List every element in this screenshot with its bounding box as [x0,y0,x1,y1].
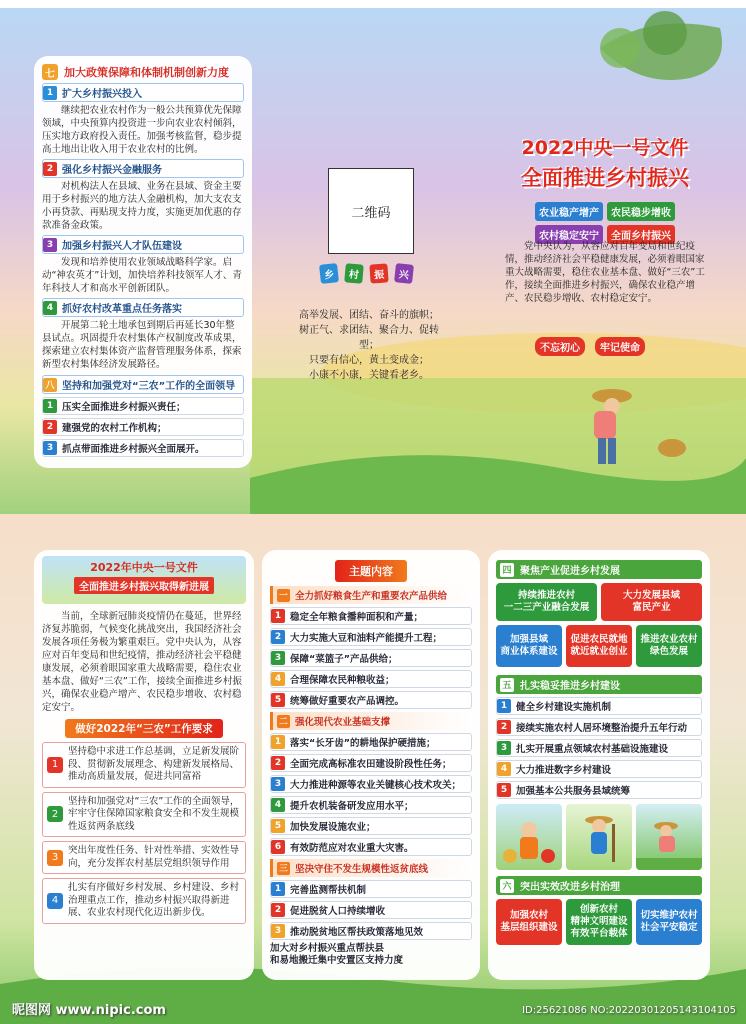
group-3-item [270,880,472,898]
policy-guarantee-card [34,56,252,468]
requirement-item [42,878,246,924]
top-sheet [0,8,746,518]
watermark-id: ID:25621086 NO:20220301205143104105 [522,1005,736,1016]
intro-requirements-card [34,550,254,980]
item-text: 压实全面推进乡村振兴责任； [62,402,186,413]
item-text: 开展第二轮土地承包到期后再延长30年整县试点。巩固提升农村集体产权制度改革成果，探索建立农村集体资产监督管理服务体系，探索新型农村集体经济发展路径。 [42,320,242,370]
group-title: 全力抓好粮食生产和重要农产品供给 [295,591,448,602]
poem-line: 只要有信心，黄土变成金； [309,355,429,366]
item-number: 5 [271,819,285,833]
item-text: 对机构法人在县域、业务在县域、资金主要用于乡村振兴的地方法人金融机构，加大支农支小再贷款、再贴现支持力度，实施更加优惠的存款准备金政策。 [42,181,242,231]
box-line: 精神文明建设 [570,916,628,927]
item-number: 1 [271,882,285,896]
item-text: 继续把农业农村作为一般公共预算优先保障领域，中央预算内投资进一步向农业农村倾斜，压实地方政府投入责任。加强考核监督，稳步提高土地出让收入用于农业农村的比例。 [42,105,242,155]
cover-tag: 全面乡村振兴 [607,225,675,244]
section-8-item [42,418,244,436]
field-work-picture [636,804,702,870]
item-number: 2 [47,806,63,822]
main-content-card [262,550,480,980]
item-text: 加快发展设施农业； [290,822,376,833]
group-number: 四 [500,563,514,577]
item-text: 发现和培养使用农业领域战略科学家。启动“神农英才”计划，加快培养科技领军人才、青年科技人才和高水平创新团队。 [42,257,242,294]
item-number: 2 [271,903,285,917]
bottom-sheet [0,514,746,1024]
industry-governance-card [488,550,710,980]
item-text: 接续实施农村人居环境整治提升五年行动 [516,723,688,734]
box-line: 促进农民就地 [570,634,628,645]
poem-line: 树正气、求团结、聚合力、促转型； [299,325,439,351]
cover-title-line2: 全面推进乡村振兴 [521,166,689,190]
item-text: 提升农机装备研发应用水平； [290,801,414,812]
poem-text [290,308,448,383]
item-number: 2 [497,720,511,734]
group-title: 强化现代农业基础支撑 [295,717,391,728]
banner-line2: 全面推进乡村振兴取得新进展 [74,577,214,594]
box-line: 绿色发展 [649,646,688,657]
item-number: 2 [271,630,285,644]
harvest-picture [496,804,562,870]
item-number: 2 [43,420,57,434]
box-line: 就近就业创业 [570,646,628,657]
group-5-item [496,739,702,757]
item-number: 4 [497,762,511,776]
seal-left: 不忘初心 [535,337,585,356]
cover-tag: 农村稳定安宁 [535,225,603,244]
section-7-item-4 [42,298,244,371]
cover-intro: 党中央认为，从容应对百年变局和世纪疫情，推动经济社会平稳健康发展，必须着眼国家重大战略需要，稳住农业基本盘、做好“三农”工作，接续全面推进乡村振兴，确保农业稳产增产、农民稳步增收、农村稳定安宁。 [505,241,705,304]
item-number: 4 [271,672,285,686]
rural-revival-tags [318,262,415,285]
qr-code-placeholder: 二维码 [328,168,414,254]
intro-banner [42,556,246,604]
item-number: 5 [271,693,285,707]
box-line: 加强县域 [509,634,548,645]
requirements-heading [42,719,246,738]
item-text: 完善监测帮扶机制 [290,885,367,896]
group-number: 三 [277,862,290,875]
item-text: 抓点带面推进乡村振兴全面展开。 [62,444,205,455]
group-number: 六 [500,879,514,893]
industry-box [601,583,702,621]
item-number: 4 [43,301,57,315]
box-line: 一二三产业融合发展 [503,602,590,613]
group-5-item [496,760,702,778]
tag-char: 乡 [319,263,339,284]
item-text: 健全乡村建设实施机制 [516,702,612,713]
group-2-item [270,796,472,814]
item-text: 大力推进数字乡村建设 [516,765,612,776]
box-line: 创新农村 [579,904,618,915]
cover-title [490,133,720,192]
section-8-item [42,439,244,457]
group-3-item [270,901,472,919]
group-title: 扎实稳妥推进乡村建设 [520,681,620,692]
farmer-picture [566,804,632,870]
cover-tag: 农民稳步增收 [607,202,675,221]
group-5-item [496,718,702,736]
section-7-number: 七 [42,64,58,80]
industry-box [496,625,562,667]
group-1-item [270,649,472,667]
item-number: 3 [271,651,285,665]
group-title: 聚焦产业促进乡村发展 [520,566,620,577]
requirement-item [42,742,246,788]
tail-line: 加大对乡村振兴重点帮扶县 [270,943,385,954]
group-2-item [270,838,472,856]
item-number: 3 [43,441,57,455]
box-line: 切实维护农村 [640,910,698,921]
cover-title-line1: 2022中央一号文件 [521,137,689,159]
group-4-boxes-row2 [496,625,702,667]
requirements-title: 做好2022年“三农”工作要求 [65,719,223,738]
requirement-item [42,792,246,838]
section-8-title: 坚持和加强党对“三农”工作的全面领导 [62,381,236,392]
group-2-heading [270,712,472,730]
item-text: 促进脱贫人口持续增收 [290,906,386,917]
item-text: 合理保障农民种粮收益； [290,675,395,686]
item-number: 1 [43,86,57,100]
item-number: 1 [47,757,63,773]
item-number: 1 [271,609,285,623]
item-number: 5 [497,783,511,797]
item-text: 稳定全年粮食播种面积和产量； [290,612,424,623]
industry-box [496,583,597,621]
group-4-boxes-row1 [496,583,702,621]
box-line: 推进农业农村 [640,634,698,645]
poem-line: 小康不小康，关键看老乡。 [309,370,429,381]
group-5-item [496,697,702,715]
group-3-item [270,922,472,940]
group-5-heading [496,675,702,694]
group-number: 二 [277,715,290,728]
item-number: 3 [43,238,57,252]
rural-pictures-row [496,804,702,870]
item-number: 3 [271,777,285,791]
banner-line1: 2022年中央一号文件 [90,561,198,574]
poem-line: 高举发展、团结、奋斗的旗帜； [299,310,439,321]
section-7-item-2 [42,159,244,232]
item-number: 3 [47,850,63,866]
section-7-title: 加大政策保障和体制机制创新力度 [64,66,229,79]
box-line: 大力发展县域 [622,590,680,601]
tag-char: 振 [369,263,388,283]
group-3-heading [270,859,472,877]
box-line: 加强农村 [509,910,548,921]
group-2-item [270,733,472,751]
industry-box [566,625,632,667]
tag-char: 兴 [394,263,414,284]
item-title: 抓好农村改革重点任务落实 [62,304,182,315]
group-1-item [270,670,472,688]
item-number: 1 [271,735,285,749]
item-text: 统筹做好重要农产品调控。 [290,696,405,707]
governance-box [566,899,632,945]
box-line: 社会平安稳定 [640,922,698,933]
item-text: 坚持和加强党对“三农”工作的全面领导，牢牢守住保障国家粮食安全和不发生规模性返贫两条底线 [68,795,240,832]
item-number: 6 [271,840,285,854]
tail-line: 和易地搬迁集中安置区支持力度 [270,955,404,966]
group-2-item [270,775,472,793]
requirement-item [42,841,246,874]
group-6-heading [496,876,702,895]
item-text: 保障“菜篮子”产品供给； [290,654,398,665]
section-7-heading [42,64,244,80]
section-7-item-1 [42,83,244,156]
group-title: 突出实效改进乡村治理 [520,882,620,893]
group-3-tail [270,943,472,967]
item-text: 有效防范应对农业重大灾害。 [290,843,414,854]
item-text: 大力推进种源等农业关键核心技术攻关； [290,780,462,791]
seal-right: 牢记使命 [595,337,645,356]
section-8-number: 八 [43,378,57,392]
item-title: 加强乡村振兴人才队伍建设 [62,241,182,252]
box-line: 持续推进农村 [517,590,575,601]
section-8-heading [42,375,244,394]
group-4-heading [496,560,702,579]
group-number: 一 [277,589,290,602]
group-2-item [270,754,472,772]
item-text: 全面完成高标准农田建设阶段性任务； [290,759,452,770]
item-number: 1 [497,699,511,713]
item-text: 扎实有序做好乡村发展、乡村建设、乡村治理重点工作，推动乡村振兴取得新进展、农业农村现代化迈出新步伐。 [68,882,240,918]
item-number: 1 [43,399,57,413]
item-text: 建强党的农村工作机构； [62,423,167,434]
group-1-item [270,691,472,709]
group-1-item [270,628,472,646]
item-number: 3 [497,741,511,755]
box-line: 基层组织建设 [500,922,558,933]
item-text: 加强基本公共服务县域统筹 [516,786,631,797]
group-2-item [270,817,472,835]
main-content-title: 主题内容 [335,560,407,582]
box-line: 富民产业 [632,602,671,613]
item-title: 扩大乡村振兴投入 [62,89,142,100]
group-number: 五 [500,678,514,692]
industry-box [636,625,702,667]
intro-text: 当前，全球新冠肺炎疫情仍在蔓延，世界经济复苏脆弱，气候变化挑战突出，我国经济社会发展各项任务极为繁重艰巨。党中央认为，从容应对百年变局和世纪疫情，推动经济社会平稳健康发展，必须着眼国家重大战略需要，稳住农业基本盘、做好“三农”工作，接续全面推进乡村振兴，确保农业稳产增产、农民稳步增收、农村稳定安宁。 [42,611,242,713]
section-8-item [42,397,244,415]
item-title: 强化乡村振兴金融服务 [62,165,162,176]
item-text: 落实“长牙齿”的耕地保护硬措施； [290,738,436,749]
cover-seals [535,337,645,356]
group-1-heading [270,586,472,604]
group-6-boxes [496,899,702,945]
box-line: 有效平台载体 [570,928,628,939]
group-5-item [496,781,702,799]
item-text: 推动脱贫地区帮扶政策落地见效 [290,927,424,938]
group-title: 坚决守住不发生规模性返贫底线 [295,864,429,875]
governance-box [496,899,562,945]
governance-box [636,899,702,945]
item-number: 2 [271,756,285,770]
item-number: 2 [43,162,57,176]
item-number: 3 [271,924,285,938]
group-1-item [270,607,472,625]
item-text: 突出年度性任务、针对性举措、实效性导向，充分发挥农村基层党组织领导作用 [68,845,240,869]
item-text: 坚持稳中求进工作总基调，立足新发展阶段、贯彻新发展理念、构建新发展格局、推动高质量发展，促进共同富裕 [68,746,240,782]
tag-char: 村 [344,263,364,283]
section-7-item-3 [42,235,244,295]
item-text: 大力实施大豆和油料产能提升工程； [290,633,443,644]
item-text: 扎实开展重点领域农村基础设施建设 [516,744,669,755]
cover-tag: 农业稳产增产 [535,202,603,221]
item-number: 4 [271,798,285,812]
box-line: 商业体系建设 [500,646,558,657]
item-number: 4 [47,893,63,909]
watermark-site: 昵图网 www.nipic.com [12,1003,166,1018]
